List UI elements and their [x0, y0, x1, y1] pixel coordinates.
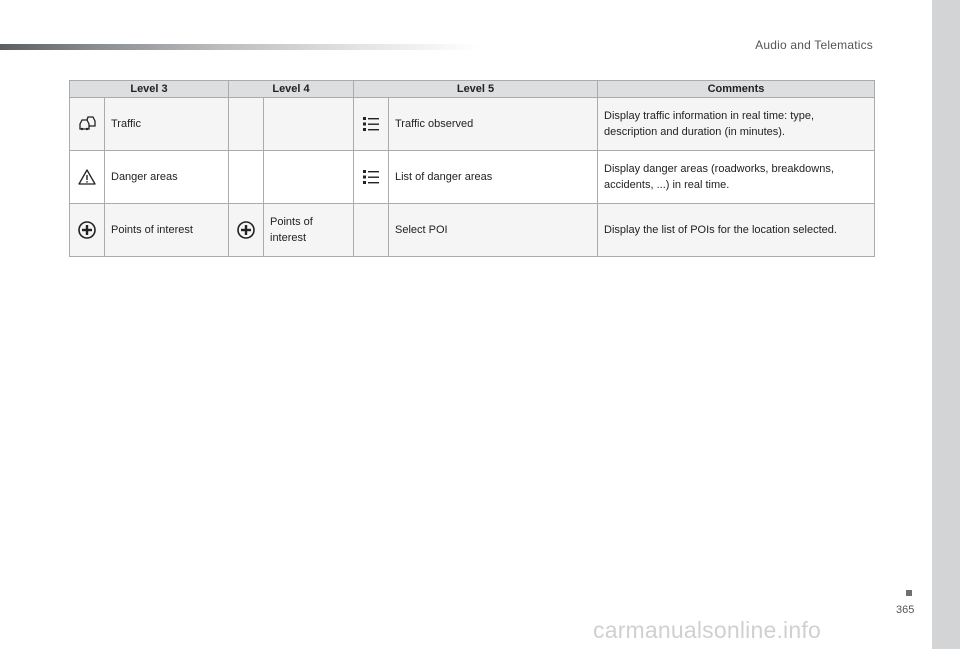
- level3-icon-cell: [70, 204, 105, 257]
- warning-icon: [77, 167, 97, 187]
- level5-label: Traffic observed: [389, 98, 598, 151]
- menu-table: [69, 80, 875, 257]
- level4-label: [264, 98, 354, 151]
- comments-cell: Display traffic information in real time: type, description and duration (in minutes).: [598, 98, 875, 151]
- table-header-row: [70, 81, 875, 98]
- level3-label: Danger areas: [105, 151, 229, 204]
- side-strip: [932, 0, 960, 649]
- traffic-icon: [77, 114, 97, 134]
- page-marker: [906, 590, 912, 596]
- page-number: 365: [896, 604, 915, 616]
- level3-icon-cell: [70, 98, 105, 151]
- column-header-level5: Level 5: [354, 81, 598, 98]
- watermark: carmanualsonline.info: [593, 617, 821, 643]
- column-header-level3: Level 3: [70, 81, 229, 98]
- table-row: [70, 204, 875, 257]
- level4-label: Points of interest: [264, 204, 354, 257]
- level5-label: Select POI: [389, 204, 598, 257]
- level4-icon-cell: [229, 151, 264, 204]
- level3-label: Points of interest: [105, 204, 229, 257]
- level5-icon-cell: [354, 204, 389, 257]
- poi-plus-icon: [236, 220, 256, 240]
- list-icon: [362, 115, 380, 133]
- section-title: Audio and Telematics: [755, 38, 873, 52]
- level3-icon-cell: [70, 151, 105, 204]
- table-row: [70, 98, 875, 151]
- header-gradient-bar: [0, 44, 480, 50]
- level3-label: Traffic: [105, 98, 229, 151]
- comments-cell: Display danger areas (roadworks, breakdowns, accidents, ...) in real time.: [598, 151, 875, 204]
- level4-label: [264, 151, 354, 204]
- poi-plus-icon: [77, 220, 97, 240]
- level5-icon-cell: [354, 98, 389, 151]
- column-header-level4: Level 4: [229, 81, 354, 98]
- level5-label: List of danger areas: [389, 151, 598, 204]
- level5-icon-cell: [354, 151, 389, 204]
- table-row: [70, 151, 875, 204]
- level4-icon-cell: [229, 98, 264, 151]
- level4-icon-cell: [229, 204, 264, 257]
- comments-cell: Display the list of POIs for the location selected.: [598, 204, 875, 257]
- list-icon: [362, 168, 380, 186]
- column-header-comments: Comments: [598, 81, 875, 98]
